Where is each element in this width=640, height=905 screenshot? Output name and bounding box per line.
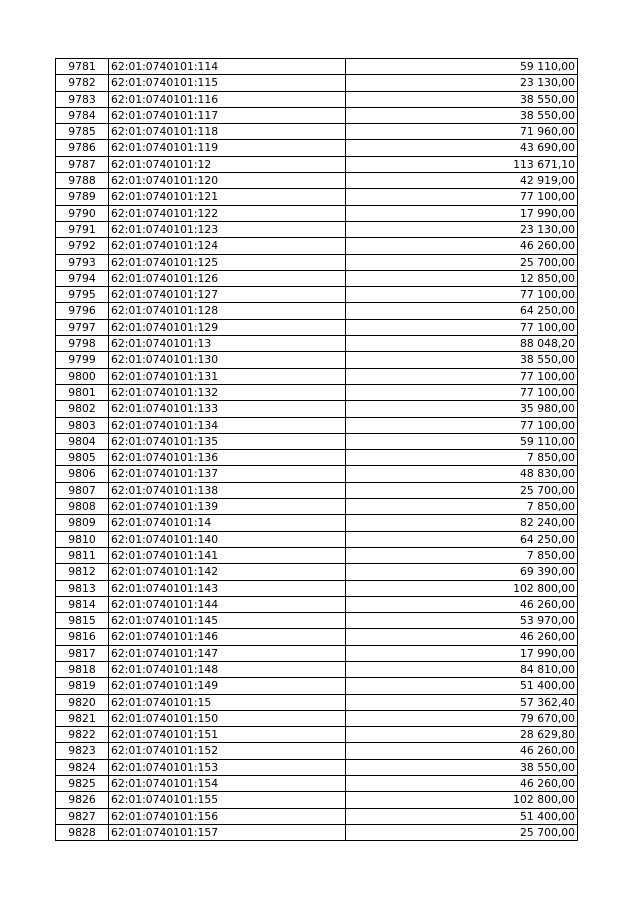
cadastral-number-cell: 62:01:0740101:129 [109, 319, 346, 335]
row-number-cell: 9789 [56, 189, 109, 205]
table-row [56, 107, 578, 123]
cadastral-number-cell: 62:01:0740101:123 [109, 221, 346, 237]
row-number-cell: 9781 [56, 59, 109, 75]
table-row [56, 824, 578, 840]
cadastral-value-cell: 38 550,00 [346, 352, 578, 368]
cadastral-value-cell: 28 629,80 [346, 727, 578, 743]
cadastral-value-cell: 25 700,00 [346, 824, 578, 840]
row-number-cell: 9820 [56, 694, 109, 710]
table-row [56, 629, 578, 645]
row-number-cell: 9805 [56, 450, 109, 466]
cadastral-value-cell: 84 810,00 [346, 661, 578, 677]
row-number-cell: 9819 [56, 678, 109, 694]
cadastral-number-cell: 62:01:0740101:14 [109, 515, 346, 531]
row-number-cell: 9810 [56, 531, 109, 547]
cadastral-number-cell: 62:01:0740101:157 [109, 824, 346, 840]
table-row [56, 613, 578, 629]
cadastral-value-cell: 51 400,00 [346, 808, 578, 824]
cadastral-value-cell: 12 850,00 [346, 270, 578, 286]
cadastral-number-cell: 62:01:0740101:120 [109, 173, 346, 189]
cadastral-value-cell: 113 671,10 [346, 156, 578, 172]
row-number-cell: 9804 [56, 433, 109, 449]
cadastral-number-cell: 62:01:0740101:150 [109, 710, 346, 726]
row-number-cell: 9806 [56, 466, 109, 482]
cadastral-number-cell: 62:01:0740101:125 [109, 254, 346, 270]
cadastral-number-cell: 62:01:0740101:122 [109, 205, 346, 221]
cadastral-value-cell: 46 260,00 [346, 629, 578, 645]
row-number-cell: 9800 [56, 368, 109, 384]
table-row [56, 254, 578, 270]
row-number-cell: 9796 [56, 303, 109, 319]
table-row [56, 91, 578, 107]
table-row [56, 661, 578, 677]
cadastral-number-cell: 62:01:0740101:144 [109, 596, 346, 612]
cadastral-number-cell: 62:01:0740101:153 [109, 759, 346, 775]
cadastral-value-cell: 79 670,00 [346, 710, 578, 726]
cadastral-number-cell: 62:01:0740101:127 [109, 287, 346, 303]
table-row [56, 580, 578, 596]
row-number-cell: 9785 [56, 124, 109, 140]
row-number-cell: 9793 [56, 254, 109, 270]
cadastral-number-cell: 62:01:0740101:155 [109, 792, 346, 808]
row-number-cell: 9811 [56, 547, 109, 563]
cadastral-number-cell: 62:01:0740101:143 [109, 580, 346, 596]
cadastral-value-cell: 23 130,00 [346, 221, 578, 237]
cadastral-value-cell: 43 690,00 [346, 140, 578, 156]
cadastral-number-cell: 62:01:0740101:151 [109, 727, 346, 743]
cadastral-number-cell: 62:01:0740101:135 [109, 433, 346, 449]
table-row [56, 124, 578, 140]
cadastral-value-cell: 48 830,00 [346, 466, 578, 482]
row-number-cell: 9808 [56, 499, 109, 515]
cadastral-number-cell: 62:01:0740101:133 [109, 401, 346, 417]
table-row [56, 352, 578, 368]
cadastral-value-cell: 69 390,00 [346, 564, 578, 580]
row-number-cell: 9787 [56, 156, 109, 172]
table-row [56, 710, 578, 726]
cadastral-number-cell: 62:01:0740101:114 [109, 59, 346, 75]
cadastral-value-cell: 102 800,00 [346, 792, 578, 808]
cadastral-number-cell: 62:01:0740101:121 [109, 189, 346, 205]
cadastral-value-cell: 17 990,00 [346, 645, 578, 661]
cadastral-value-cell: 38 550,00 [346, 759, 578, 775]
cadastral-value-cell: 64 250,00 [346, 531, 578, 547]
cadastral-number-cell: 62:01:0740101:15 [109, 694, 346, 710]
table-row [56, 808, 578, 824]
cadastral-number-cell: 62:01:0740101:139 [109, 499, 346, 515]
row-number-cell: 9797 [56, 319, 109, 335]
table-row [56, 140, 578, 156]
table-row [56, 776, 578, 792]
cadastral-number-cell: 62:01:0740101:146 [109, 629, 346, 645]
table-row [56, 547, 578, 563]
cadastral-number-cell: 62:01:0740101:136 [109, 450, 346, 466]
cadastral-number-cell: 62:01:0740101:152 [109, 743, 346, 759]
row-number-cell: 9809 [56, 515, 109, 531]
cadastral-number-cell: 62:01:0740101:134 [109, 417, 346, 433]
cadastral-value-cell: 35 980,00 [346, 401, 578, 417]
row-number-cell: 9807 [56, 482, 109, 498]
cadastral-number-cell: 62:01:0740101:156 [109, 808, 346, 824]
row-number-cell: 9815 [56, 613, 109, 629]
table-row [56, 287, 578, 303]
table-row [56, 303, 578, 319]
table-row [56, 564, 578, 580]
row-number-cell: 9799 [56, 352, 109, 368]
row-number-cell: 9827 [56, 808, 109, 824]
table-row [56, 694, 578, 710]
cadastral-value-cell: 38 550,00 [346, 107, 578, 123]
cadastral-number-cell: 62:01:0740101:118 [109, 124, 346, 140]
cadastral-value-cell: 77 100,00 [346, 319, 578, 335]
cadastre-value-table [55, 58, 578, 841]
cadastral-number-cell: 62:01:0740101:138 [109, 482, 346, 498]
table-row [56, 189, 578, 205]
table-row [56, 221, 578, 237]
row-number-cell: 9784 [56, 107, 109, 123]
cadastral-value-cell: 71 960,00 [346, 124, 578, 140]
cadastral-value-cell: 23 130,00 [346, 75, 578, 91]
row-number-cell: 9817 [56, 645, 109, 661]
cadastral-value-cell: 53 970,00 [346, 613, 578, 629]
cadastral-value-cell: 25 700,00 [346, 254, 578, 270]
table-row [56, 727, 578, 743]
table-row [56, 319, 578, 335]
cadastral-value-cell: 46 260,00 [346, 776, 578, 792]
row-number-cell: 9803 [56, 417, 109, 433]
cadastral-number-cell: 62:01:0740101:132 [109, 384, 346, 400]
table-row [56, 482, 578, 498]
table-row [56, 499, 578, 515]
cadastral-number-cell: 62:01:0740101:141 [109, 547, 346, 563]
cadastral-value-cell: 82 240,00 [346, 515, 578, 531]
table-row [56, 417, 578, 433]
table-row [56, 270, 578, 286]
cadastral-value-cell: 7 850,00 [346, 547, 578, 563]
cadastral-number-cell: 62:01:0740101:126 [109, 270, 346, 286]
cadastral-number-cell: 62:01:0740101:124 [109, 238, 346, 254]
cadastral-value-cell: 64 250,00 [346, 303, 578, 319]
cadastral-value-cell: 25 700,00 [346, 482, 578, 498]
cadastral-number-cell: 62:01:0740101:148 [109, 661, 346, 677]
table-row [56, 450, 578, 466]
cadastral-value-cell: 77 100,00 [346, 384, 578, 400]
cadastral-number-cell: 62:01:0740101:131 [109, 368, 346, 384]
cadastral-value-cell: 88 048,20 [346, 336, 578, 352]
table-row [56, 75, 578, 91]
cadastral-value-cell: 51 400,00 [346, 678, 578, 694]
cadastral-value-cell: 57 362,40 [346, 694, 578, 710]
row-number-cell: 9821 [56, 710, 109, 726]
cadastral-value-cell: 46 260,00 [346, 743, 578, 759]
table-row [56, 596, 578, 612]
table-row [56, 466, 578, 482]
row-number-cell: 9795 [56, 287, 109, 303]
row-number-cell: 9812 [56, 564, 109, 580]
table-row [56, 156, 578, 172]
row-number-cell: 9792 [56, 238, 109, 254]
table-row [56, 515, 578, 531]
cadastral-number-cell: 62:01:0740101:13 [109, 336, 346, 352]
row-number-cell: 9813 [56, 580, 109, 596]
row-number-cell: 9826 [56, 792, 109, 808]
table-row [56, 645, 578, 661]
table-row [56, 743, 578, 759]
cadastral-number-cell: 62:01:0740101:149 [109, 678, 346, 694]
cadastral-value-cell: 46 260,00 [346, 238, 578, 254]
cadastral-number-cell: 62:01:0740101:142 [109, 564, 346, 580]
cadastral-number-cell: 62:01:0740101:12 [109, 156, 346, 172]
cadastral-number-cell: 62:01:0740101:145 [109, 613, 346, 629]
table-row [56, 678, 578, 694]
row-number-cell: 9818 [56, 661, 109, 677]
table-row [56, 238, 578, 254]
row-number-cell: 9798 [56, 336, 109, 352]
table-row [56, 531, 578, 547]
table-row [56, 384, 578, 400]
row-number-cell: 9802 [56, 401, 109, 417]
cadastral-number-cell: 62:01:0740101:130 [109, 352, 346, 368]
row-number-cell: 9822 [56, 727, 109, 743]
row-number-cell: 9825 [56, 776, 109, 792]
cadastral-value-cell: 7 850,00 [346, 499, 578, 515]
cadastral-number-cell: 62:01:0740101:116 [109, 91, 346, 107]
row-number-cell: 9816 [56, 629, 109, 645]
cadastral-number-cell: 62:01:0740101:140 [109, 531, 346, 547]
cadastral-value-cell: 77 100,00 [346, 368, 578, 384]
cadastral-value-cell: 59 110,00 [346, 59, 578, 75]
row-number-cell: 9794 [56, 270, 109, 286]
table-row [56, 173, 578, 189]
table-row [56, 336, 578, 352]
cadastral-number-cell: 62:01:0740101:119 [109, 140, 346, 156]
table-row [56, 401, 578, 417]
cadastral-value-cell: 42 919,00 [346, 173, 578, 189]
cadastral-number-cell: 62:01:0740101:117 [109, 107, 346, 123]
cadastral-number-cell: 62:01:0740101:154 [109, 776, 346, 792]
row-number-cell: 9823 [56, 743, 109, 759]
cadastral-value-cell: 77 100,00 [346, 287, 578, 303]
row-number-cell: 9791 [56, 221, 109, 237]
row-number-cell: 9783 [56, 91, 109, 107]
cadastral-value-cell: 77 100,00 [346, 417, 578, 433]
row-number-cell: 9786 [56, 140, 109, 156]
cadastral-value-cell: 46 260,00 [346, 596, 578, 612]
row-number-cell: 9790 [56, 205, 109, 221]
cadastral-value-cell: 38 550,00 [346, 91, 578, 107]
cadastral-value-cell: 7 850,00 [346, 450, 578, 466]
row-number-cell: 9814 [56, 596, 109, 612]
table-row [56, 59, 578, 75]
cadastral-number-cell: 62:01:0740101:137 [109, 466, 346, 482]
table-row [56, 368, 578, 384]
cadastral-number-cell: 62:01:0740101:115 [109, 75, 346, 91]
cadastral-value-cell: 102 800,00 [346, 580, 578, 596]
cadastral-number-cell: 62:01:0740101:128 [109, 303, 346, 319]
row-number-cell: 9782 [56, 75, 109, 91]
cadastral-value-cell: 17 990,00 [346, 205, 578, 221]
table-row [56, 792, 578, 808]
table-row [56, 433, 578, 449]
row-number-cell: 9828 [56, 824, 109, 840]
cadastral-value-cell: 59 110,00 [346, 433, 578, 449]
table-row [56, 205, 578, 221]
cadastral-value-cell: 77 100,00 [346, 189, 578, 205]
row-number-cell: 9801 [56, 384, 109, 400]
cadastral-number-cell: 62:01:0740101:147 [109, 645, 346, 661]
row-number-cell: 9824 [56, 759, 109, 775]
table-row [56, 759, 578, 775]
table-body [56, 59, 578, 841]
row-number-cell: 9788 [56, 173, 109, 189]
